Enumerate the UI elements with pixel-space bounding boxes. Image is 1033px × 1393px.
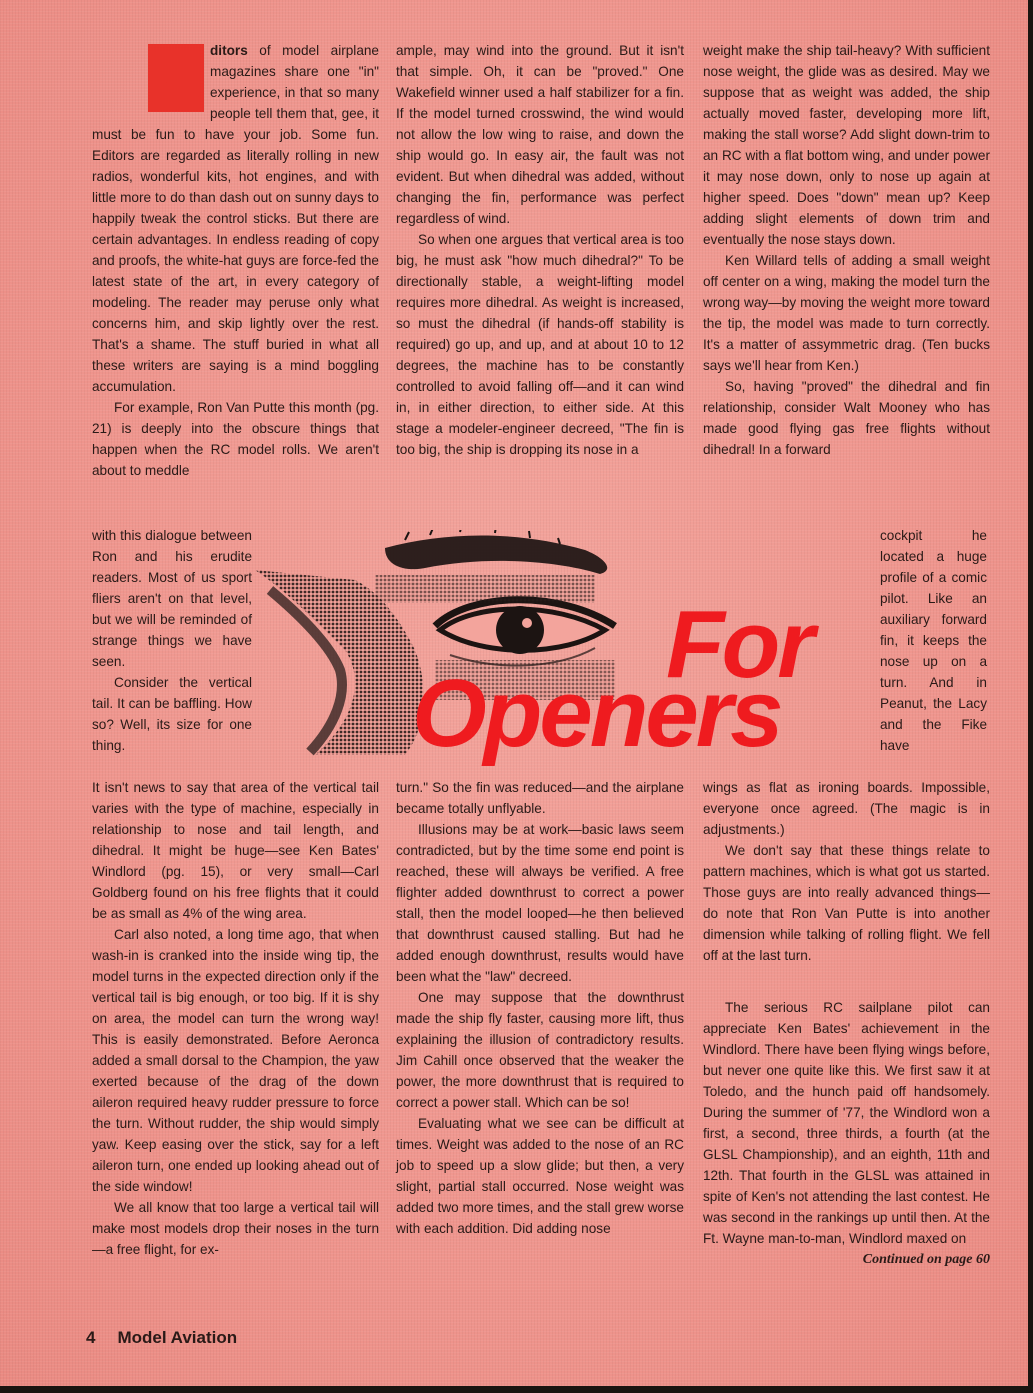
page-footer: [86, 1328, 237, 1348]
column-1-narrow: [92, 525, 252, 756]
paragraph: with this dialogue between Ron and his erudite readers. Most of us sport fliers aren't on that level, but we will be reminded of strange things we have seen.: [92, 528, 252, 669]
paragraph: Evaluating what we see can be difficult at times. Weight was added to the nose of an RC job to speed up a slow glide; but then, a very slight, partial stall occurred. Nose weight was added two more times, and the stall grew worse with each addition. Did adding nose: [396, 1116, 684, 1236]
intro-paragraph: [92, 34, 379, 397]
column-1-top: [92, 34, 379, 481]
drop-cap: E: [149, 34, 203, 122]
eyebrow-shape: [385, 536, 607, 575]
column-3-bottom: [703, 777, 990, 1270]
column-3-top: [703, 40, 990, 460]
paragraph: So, having "proved" the dihedral and fin relationship, consider Walt Mooney who has made good flying gas free flights without dihedral! In a forward: [703, 379, 990, 457]
paragraph: For example, Ron Van Putte this month (pg. 21) is deeply into the obscure things that happen when the RC model rolls. We aren't about to meddle: [92, 400, 379, 478]
paragraph: Ken Willard tells of adding a small weight off center on a wing, making the model turn the wrong way—by moving the weight more toward the tip, the model was made to turn correctly. It's a matter of assymmetric drag. (Ten bucks says we'll hear from Ken.): [703, 253, 990, 373]
column-1-bottom: [92, 777, 379, 1260]
page-number: 4: [86, 1328, 96, 1347]
paragraph: One may suppose that the downthrust made the ship fly faster, causing more lift, thus explaining the illusion of contradictory results. Jim Cahill once observed that the weaker the power, the more downthrust that is required to correct a power stall. Which can be so!: [396, 990, 684, 1110]
continued-note: Continued on page 60: [862, 1252, 990, 1267]
paragraph: cockpit he located a huge profile of a comic pilot. Like an auxiliary forward fin, it keeps the nose up on a turn. And in Peanut, the Lacy and the Fike have: [880, 528, 987, 753]
paragraph: Illusions may be at work—basic laws seem contradicted, but by the time some end point is reached, these will always be verified. A free flighter added downthrust to correct a power stall, then the model looped—he then believed that downthrust caused stalling. But had he added enough downthrust, results would have been what the "law" decreed.: [396, 822, 684, 984]
paragraph: ample, may wind into the ground. But it isn't that simple. Oh, it can be "proved." One Wakefield winner used a half stabilizer for a fin. If the model turned crosswind, the wind would not allow the low wing to raise, and down the ship would go. In easy air, the fault was not evident. But when dihedral was added, without changing the fin, performance was perfect regardless of wind.: [396, 43, 684, 226]
paragraph: We all know that too large a vertical tail will make most models drop their noses in the turn—a free flight, for ex-: [92, 1200, 379, 1257]
paragraph: Carl also noted, a long time ago, that when wash-in is cranked into the inside wing tip, the model turns in the expected direction only if the vertical tail is big enough, or too big. If it is shy on area, the model can turn the wrong way! This is easily demonstrated. Before Aeronca added a small dorsal to the Champion, the yaw exerted because of the drag of the down aileron required heavy rudder pressure to force the turn. Without rudder, the ship would simply yaw. Keep easing over the stick, say for a left aileron turn, one ended up looking ahead out of the side window!: [92, 927, 379, 1194]
title-line-1: For: [666, 591, 812, 698]
scan-edge: [1028, 0, 1033, 1393]
column-3-narrow: [880, 525, 987, 756]
column-2-top: [396, 40, 684, 460]
magazine-name: Model Aviation: [117, 1328, 238, 1347]
lead-word: ditors: [210, 43, 248, 58]
intro-text: of model airplane magazines share one "in" experience, in that so many people tell them that, gee, it must be fun to have your job. Some fun. Editors are regarded as literally rolling in new radios, wonderful kits, hot engines, and with little more to do than dash out on sunny days to happily tweak the control sticks. But there are certain advantages. In endless reading of copy and proofs, the white-hat guys are force-fed the latest state of the art, in every category of modeling. The reader may peruse only what concerns him, and skip lightly over the rest. That's a shame. The stuff buried in what all these writers are saying is a mind boggling accumulation.: [92, 43, 379, 394]
paragraph: wings as flat as ironing boards. Impossible, everyone once agreed. (The magic is in adjustments.): [703, 780, 990, 837]
title-line-2: Openers: [412, 660, 781, 767]
paragraph: weight make the ship tail-heavy? With sufficient nose weight, the glide was as desired. May we suppose that as weight was added, the ship actually moved faster, developing more lift, making the stall worse? Add slight down-trim to an RC with a flat bottom wing, and under power it may nose down, only to nose up again at higher speed. Does "down" mean up? Keep adding slight elements of down trim and eventually the nose stays down.: [703, 43, 990, 247]
paragraph: turn." So the fin was reduced—and the airplane became totally unflyable.: [396, 780, 684, 816]
paragraph: We don't say that these things relate to pattern machines, which is what got us started. Those guys are into really advanced things—do note that Ron Van Putte is into another dimension while talking of rolling flight. We fell off at the last turn.: [703, 843, 990, 963]
iris: [496, 606, 544, 654]
paragraph: So when one argues that vertical area is too big, he must ask "how much dihedral?" To be directionally stable, a weight-lifting model requires more dihedral. As weight is increased, so must the dihedral (if hands-off stability is required) go up, and up, and at about 10 to 12 degrees, the machine has to be constantly controlled to avoid falling off—and it can wind in, in either direction, to either side. At this stage a modeler-engineer decreed, "The fin is too big, the ship is dropping its nose in a: [396, 232, 684, 457]
paragraph: The serious RC sailplane pilot can appreciate Ken Bates' achievement in the Windlord. There have been flying wings before, but never one quite like this. We first saw it at Toledo, and the hunch paid off handsomely. During the summer of '77, the Windlord won a first, a second, three thirds, a fourth (at the GLSL Championship), and an eighth, 11th and 12th. That fourth in the GLSL was attained in spite of Ken's not attending the last contest. He was second in the rankings up until then. At the Ft. Wayne man-to-man, Windlord maxed on: [703, 1000, 990, 1246]
column-2-bottom: [396, 777, 684, 1239]
paragraph: It isn't news to say that area of the vertical tail varies with the type of machine, especially in relationship to nose and tail length, and dihedral. It might be huge—see Ken Bates' Windlord (pg. 15), or very small—Carl Goldberg found on his free flights that it could be as small as 4% of the wing area.: [92, 780, 379, 921]
paragraph: Consider the vertical tail. It can be baffling. How so? Well, its size for one thing.: [92, 675, 252, 753]
